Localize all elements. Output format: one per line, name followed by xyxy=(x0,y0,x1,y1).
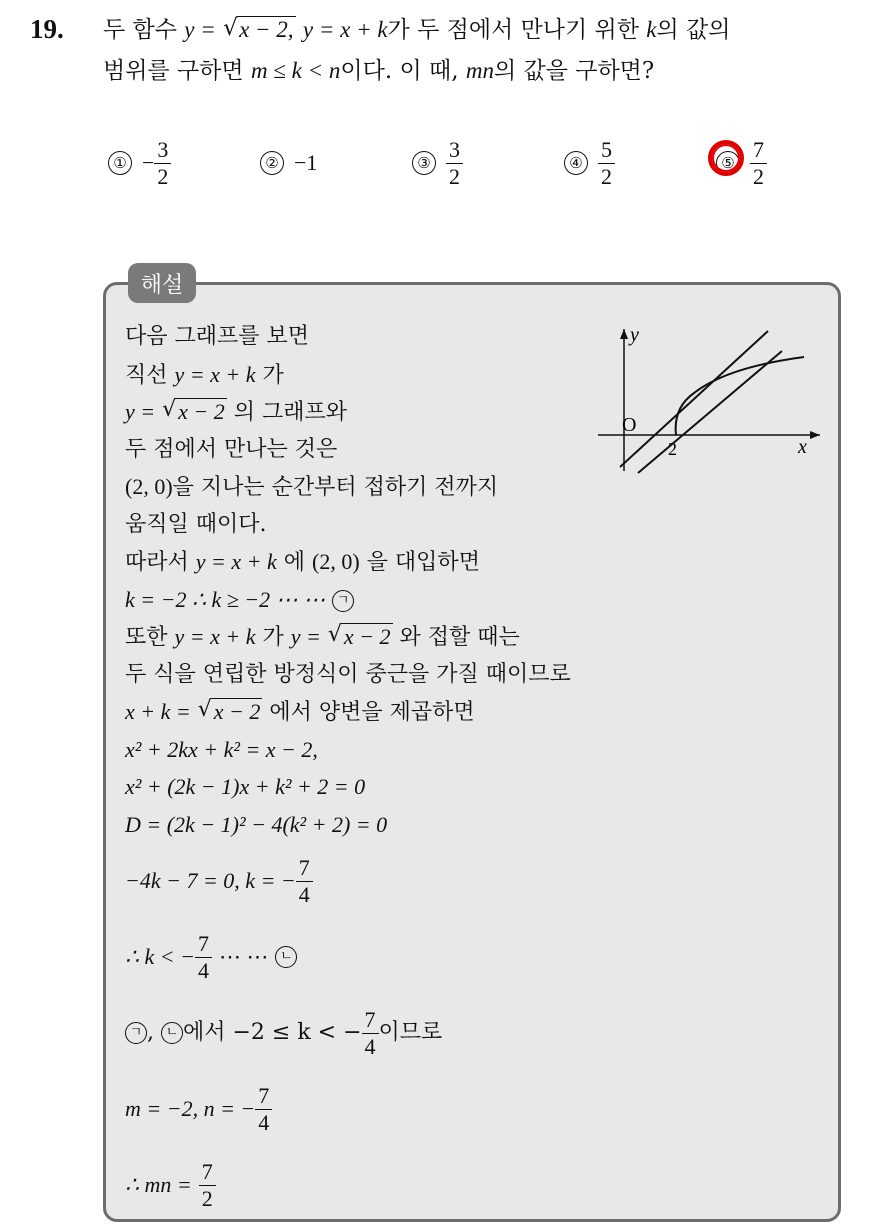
denominator: 2 xyxy=(449,163,460,189)
denominator: 2 xyxy=(157,163,169,189)
numerator: 7 xyxy=(362,1007,379,1033)
numerator: 3 xyxy=(154,137,171,163)
text: 이므로 xyxy=(378,1020,443,1046)
choice-number: ④ xyxy=(564,151,588,175)
text: 에서 양변을 제곱하면 xyxy=(269,700,475,725)
choice-5[interactable] xyxy=(716,128,767,198)
denominator: 4 xyxy=(364,1033,376,1059)
variable-mn: mn xyxy=(465,58,494,83)
choice-4[interactable] xyxy=(564,128,615,198)
denominator: 2 xyxy=(601,163,612,189)
equation: y = xyxy=(125,399,156,424)
choice-value: −1 xyxy=(294,150,318,175)
equation: x² + 2kx + k² = x − 2, xyxy=(125,736,318,762)
radicand: x − 2, xyxy=(239,17,294,42)
solution-line xyxy=(125,693,571,731)
solution-line xyxy=(125,581,571,619)
ellipsis: ⋯ ⋯ xyxy=(218,944,269,970)
solution-line xyxy=(125,843,571,919)
choice-1[interactable] xyxy=(108,128,171,198)
equation: ∴ k < − xyxy=(125,944,195,970)
question-line-1 xyxy=(103,14,730,46)
radicand: x − 2 xyxy=(343,624,391,649)
x-axis-label: x xyxy=(798,436,807,458)
text: 두 점에서 만나는 것은 xyxy=(125,436,338,462)
equation: m = −2, n = − xyxy=(125,1096,256,1122)
question-line-2 xyxy=(103,55,654,87)
text: 을 지나는 순간부터 접하기 전까지 xyxy=(172,475,499,500)
radicand: x − 2 xyxy=(178,399,225,424)
equation: y = xyxy=(290,624,321,649)
circled-label: ㄱ xyxy=(332,590,354,612)
sqrt-curve xyxy=(676,357,804,435)
equation: ∴ mn = xyxy=(125,1172,192,1198)
function-equation-1: y = xyxy=(184,17,216,42)
solution-line xyxy=(125,506,571,544)
sqrt-expression xyxy=(223,14,295,46)
point: (2, 0) xyxy=(312,549,360,574)
numerator: 7 xyxy=(750,137,767,163)
denominator: 2 xyxy=(201,1185,213,1211)
solution-line xyxy=(125,618,571,656)
sqrt-expression xyxy=(162,393,227,431)
equation: D = (2k − 1)² − 4(k² + 2) = 0 xyxy=(125,811,388,837)
text: 의 그래프와 xyxy=(233,400,348,425)
text: 직선 xyxy=(125,362,168,388)
y-axis-label: y xyxy=(630,325,639,346)
solution-line xyxy=(125,393,571,431)
equation: y = x + k xyxy=(195,549,277,574)
equation: x² + (2k − 1)x + k² + 2 = 0 xyxy=(125,774,366,799)
choice-number: ③ xyxy=(412,151,436,175)
fraction xyxy=(598,137,615,189)
fraction xyxy=(199,1159,216,1211)
fraction xyxy=(195,931,212,983)
fraction xyxy=(154,137,171,189)
text: 다음 그래프를 보면 xyxy=(125,324,310,349)
text: 에 xyxy=(283,550,306,575)
point: (2, 0) xyxy=(125,474,173,499)
solution-tag: 해설 xyxy=(128,263,196,303)
choice-number: ⑤ xyxy=(716,151,740,175)
radicand: x − 2 xyxy=(213,699,261,724)
answer-choices xyxy=(108,128,808,198)
solution-text xyxy=(125,318,571,1223)
question-text: 이다. 이 때, xyxy=(340,58,459,84)
solution-line xyxy=(125,919,571,995)
fraction xyxy=(296,855,313,907)
choice-number: ② xyxy=(260,151,284,175)
separator: , xyxy=(147,1020,154,1046)
text: 가 xyxy=(262,625,284,650)
choice-3[interactable] xyxy=(412,128,463,198)
sqrt-expression xyxy=(328,618,393,656)
question-text: 의 값의 xyxy=(656,17,731,43)
question-text: 두 함수 xyxy=(103,17,177,43)
numerator: 7 xyxy=(199,1159,216,1185)
text: 따라서 xyxy=(125,550,189,575)
question-text: 범위를 구하면 xyxy=(103,58,244,84)
solution-line xyxy=(125,656,571,694)
denominator: 4 xyxy=(197,957,209,983)
numerator: 5 xyxy=(598,137,615,163)
equation: x + k = xyxy=(125,699,191,724)
solution-line xyxy=(125,318,571,356)
circled-label: ㄴ xyxy=(161,1022,183,1044)
numerator: 7 xyxy=(255,1083,272,1109)
solution-line xyxy=(125,1147,571,1223)
text: 두 식을 연립한 방정식이 중근을 가질 때이므로 xyxy=(125,661,571,687)
origin-label: O xyxy=(622,414,637,436)
denominator: 4 xyxy=(258,1109,270,1135)
equation: k = −2 ∴ k ≥ −2 ⋯ ⋯ xyxy=(125,586,326,612)
solution-line xyxy=(125,1071,571,1147)
question-text: 가 두 점에서 만나기 위한 xyxy=(387,17,639,43)
secant-line xyxy=(638,351,782,473)
solution-line xyxy=(125,543,571,581)
text: 을 대입하면 xyxy=(366,550,480,575)
equation: y = x + k xyxy=(174,624,256,649)
solution-line xyxy=(125,731,571,769)
x-tick-label: 2 xyxy=(668,439,677,459)
text: 가 xyxy=(262,362,284,388)
numerator: 3 xyxy=(446,137,463,163)
numerator: 7 xyxy=(296,855,313,881)
denominator: 2 xyxy=(753,163,764,189)
fraction xyxy=(750,137,767,189)
equation: y = x + k xyxy=(174,361,256,387)
variable-k: k xyxy=(646,17,657,42)
question-text: 의 값을 구하면? xyxy=(493,58,655,84)
fraction xyxy=(362,1007,379,1059)
answer-mark-circle-inner xyxy=(712,144,740,172)
equation: −4k − 7 = 0, k = − xyxy=(125,868,296,894)
text: 또한 xyxy=(125,625,168,650)
function-equation-2: y = x + k xyxy=(302,17,388,42)
solution-line xyxy=(125,995,571,1071)
sqrt-expression xyxy=(198,693,263,731)
solution-line xyxy=(125,356,571,394)
numerator: 7 xyxy=(195,931,212,957)
tangent-line xyxy=(620,331,768,467)
text: 와 접할 때는 xyxy=(399,625,520,650)
y-axis-arrow xyxy=(620,329,628,339)
choice-2[interactable] xyxy=(260,128,317,198)
function-graph xyxy=(594,325,824,475)
x-axis-arrow xyxy=(810,431,820,439)
circled-label: ㄴ xyxy=(275,946,297,968)
solution-line xyxy=(125,431,571,469)
text: 움직일 때이다. xyxy=(125,511,267,537)
minus-sign: − xyxy=(142,150,155,175)
inequality: m ≤ k < n xyxy=(250,58,341,83)
text: 에서 −2 ≤ k < − xyxy=(183,1020,362,1046)
choice-number: ① xyxy=(108,151,132,175)
circled-label: ㄱ xyxy=(125,1022,147,1044)
denominator: 4 xyxy=(298,881,310,907)
question-number: 19. xyxy=(30,14,64,44)
solution-line xyxy=(125,806,571,844)
solution-line xyxy=(125,468,571,506)
fraction xyxy=(255,1083,272,1135)
solution-line xyxy=(125,768,571,806)
fraction xyxy=(446,137,463,189)
